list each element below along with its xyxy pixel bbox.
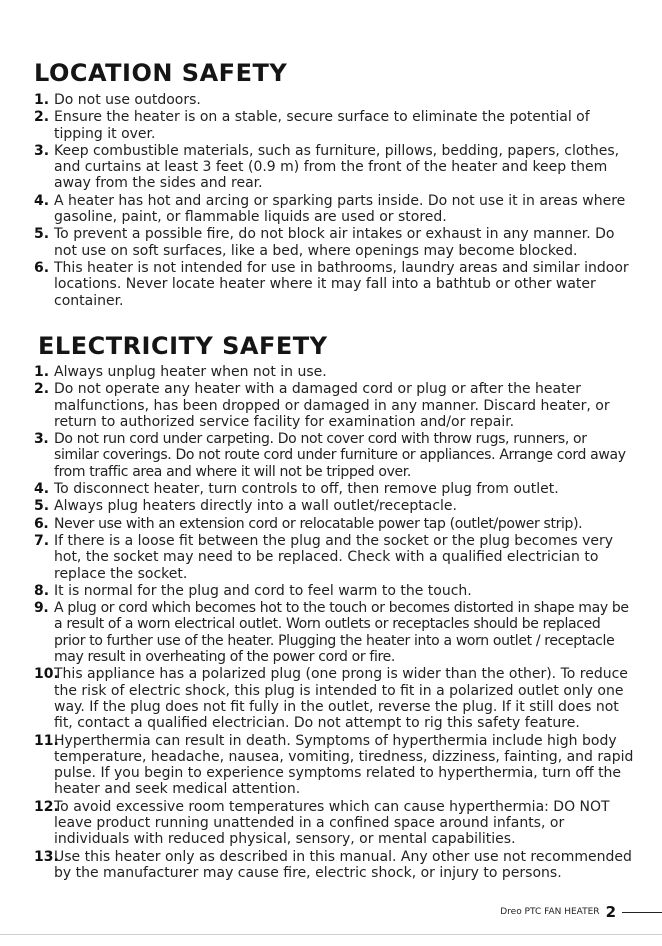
electricity-item: [34, 431, 634, 480]
electricity-item-text: Hyperthermia can result in death. Symptoms of hyperthermia include high body temperature, headache, nausea, vomiting, tiredness, dizziness, fainting, and rapid pulse. If you begin to experience symptoms related to hyperthermia, turn off the heater and seek medical attention.: [54, 732, 634, 798]
electricity-item-text: Do not run cord under carpeting. Do not cover cord with throw rugs, runners, or similar coverings. Do not route cord under furniture or appliances. Arrange cord away from traffic area and where it will not be tripped over.: [54, 431, 626, 480]
electricity-item: [34, 666, 634, 731]
location-item-text: This heater is not intended for use in bathrooms, laundry areas and similar indoor locations. Never locate heater where it may fall into a bathtub or other water container.: [54, 259, 629, 309]
footer-rule: [622, 912, 662, 913]
electricity-item-number: 11.: [34, 732, 59, 749]
electricity-item-number: 8.: [34, 582, 50, 599]
electricity-item-text: This appliance has a polarized plug (one prong is wider than the other). To reduce the risk of electric shock, this plug is intended to fit in a polarized outlet only one way. If the plug does not fit fully in the outlet, reverse the plug. If it still does not fit, contact a qualified electrician. Do not attempt to rig this safety feature.: [54, 666, 628, 732]
location-item: [34, 193, 634, 226]
page-footer: [500, 904, 662, 920]
location-item-number: 2.: [34, 109, 50, 126]
location-item-text: Keep combustible materials, such as furniture, pillows, bedding, papers, clothes, and curtains at least 3 feet (0.9 m) from the front of the heater and keep them away from the sides and rear.: [54, 142, 620, 192]
location-item-number: 5.: [34, 226, 50, 243]
electricity-item-text: It is normal for the plug and cord to feel warm to the touch.: [54, 582, 472, 599]
location-item-text: To prevent a possible fire, do not block air intakes or exhaust in any manner. Do not use on soft surfaces, like a bed, where openings may become blocked.: [54, 226, 615, 259]
location-safety-list: [34, 92, 634, 310]
electricity-safety-heading: ELECTRICITY SAFETY: [38, 332, 328, 360]
electricity-item: [34, 799, 634, 848]
electricity-item-number: 13.: [34, 848, 59, 865]
electricity-item-text: Always plug heaters directly into a wall outlet/receptacle.: [54, 498, 457, 515]
electricity-item-text: Never use with an extension cord or relocatable power tap (outlet/power strip).: [54, 515, 583, 532]
location-item-number: 4.: [34, 192, 50, 209]
electricity-item-number: 10.: [34, 666, 59, 683]
location-item-text: Ensure the heater is on a stable, secure surface to eliminate the potential of tipping it over.: [54, 109, 590, 142]
location-item: [34, 226, 634, 259]
electricity-item: [34, 533, 634, 582]
electricity-item: [34, 516, 634, 532]
location-item: [34, 260, 634, 309]
electricity-item-number: 4.: [34, 481, 50, 498]
electricity-item-text: If there is a loose fit between the plug and the socket or the plug becomes very hot, the socket may need to be replaced. Check with a qualified electrician to replace the socket.: [54, 532, 614, 582]
electricity-item-text: A plug or cord which becomes hot to the touch or becomes distorted in shape may be a result of a worn electrical outlet. Worn outlets or receptacles should be replaced prior to further use of the heater. Plugging the heater into a worn outlet / receptacle may result in overheating of the power cord or fire.: [54, 600, 629, 666]
electricity-item-number: 3.: [34, 431, 49, 448]
electricity-item: [34, 733, 634, 798]
page-number: 2: [605, 903, 616, 921]
location-item-number: 3.: [34, 142, 50, 159]
location-item: [34, 109, 634, 142]
electricity-item: [34, 481, 634, 497]
electricity-item-number: 1.: [34, 364, 50, 380]
location-item-text: Do not use outdoors.: [54, 92, 201, 108]
location-item-text: A heater has hot and arcing or sparking parts inside. Do not use it in areas where gasoline, paint, or flammable liquids are used or stored.: [54, 192, 626, 226]
electricity-item-number: 6.: [34, 515, 49, 532]
electricity-item: [34, 583, 634, 599]
electricity-item-number: 9.: [34, 600, 49, 617]
electricity-item: [34, 381, 634, 430]
electricity-item-number: 2.: [34, 381, 50, 398]
location-item-number: 1.: [34, 92, 50, 108]
electricity-item-number: 12.: [34, 798, 59, 815]
electricity-item-number: 5.: [34, 498, 50, 515]
electricity-item: [34, 364, 634, 380]
electricity-item-number: 7.: [34, 532, 50, 549]
location-safety-heading: LOCATION SAFETY: [34, 59, 288, 87]
location-item: [34, 92, 634, 108]
electricity-item-text: Do not operate any heater with a damaged cord or plug or after the heater malfunctions, has been dropped or damaged in any manner. Discard heater, or return to authorized service facility for examination and/or repair.: [54, 381, 610, 430]
location-item-number: 6.: [34, 259, 50, 276]
page-divider: [0, 934, 662, 935]
electricity-item-text: Always unplug heater when not in use.: [54, 364, 327, 380]
electricity-safety-list: [34, 364, 634, 882]
electricity-item: [34, 600, 634, 665]
electricity-item-text: To avoid excessive room temperatures which can cause hyperthermia: DO NOT leave product running unattended in a confined space around infants, or individuals with reduced physical, sensory, or mental capabilities.: [54, 798, 610, 848]
electricity-item: [34, 849, 634, 882]
location-item: [34, 143, 634, 192]
electricity-item: [34, 498, 634, 514]
footer-brand: Dreo PTC FAN HEATER: [500, 907, 600, 917]
electricity-item-text: Use this heater only as described in this manual. Any other use not recommended by the manufacturer may cause fire, electric shock, or injury to persons.: [54, 848, 632, 881]
electricity-item-text: To disconnect heater, turn controls to off, then remove plug from outlet.: [54, 481, 559, 498]
